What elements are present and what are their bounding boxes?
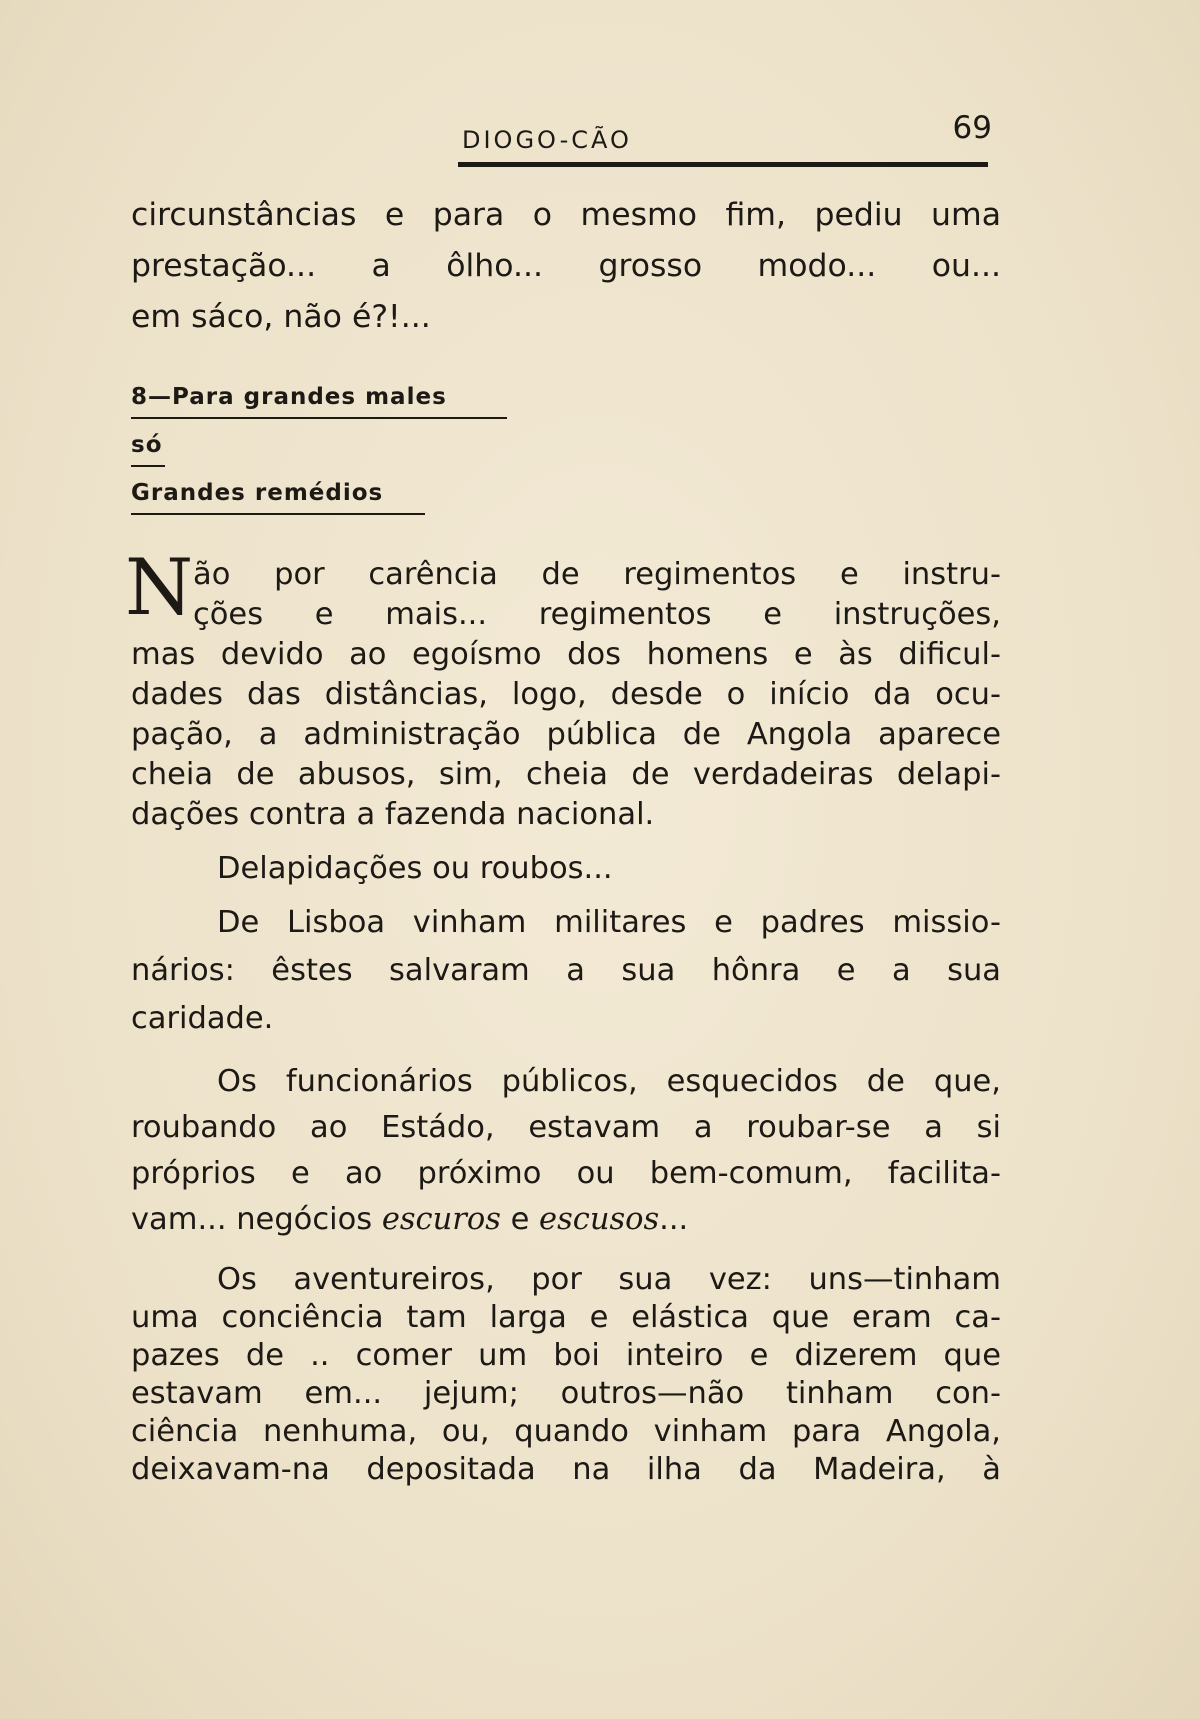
page-number: 69: [952, 110, 992, 146]
paragraph-aventureiros: [131, 1261, 1001, 1489]
italic-word: escuros: [381, 1202, 501, 1237]
text-line: pação, a administração pública de Angola aparece: [131, 717, 1001, 752]
text-line: em sáco, não é?!...: [131, 299, 431, 335]
text-line: ciência nenhuma, ou, quando vinham para Angola,: [131, 1414, 1001, 1449]
section-heading-line2: [131, 432, 163, 458]
text-line: próprios e ao próximo ou bem-comum, facilita-: [131, 1156, 1001, 1191]
text-line: estavam em... jejum; outros—não tinham con-: [131, 1376, 1001, 1411]
heading-text: Grandes remédios: [131, 480, 384, 506]
first-paragraph: [125, 543, 1001, 835]
text-line: deixavam-na depositada na ilha da Madeira, à: [131, 1452, 1001, 1487]
text-fragment: e: [500, 1202, 540, 1237]
text-fragment: ...: [659, 1202, 689, 1237]
running-title: DIOGO-CÃO: [462, 126, 632, 154]
text-line: Os aventureiros, por sua vez: uns—tinham: [217, 1262, 1001, 1297]
heading-underline: [131, 417, 507, 419]
text-line: Os funcionários públicos, esquecidos de que,: [217, 1064, 1001, 1099]
text-fragment: vam... negócios: [131, 1202, 382, 1237]
text-line: ão por carência de regimentos e instru-: [193, 557, 1001, 592]
text-line: nários: êstes salvaram a sua hônra e a sua: [131, 953, 1001, 988]
text-line: ções e mais... regimentos e instruções,: [193, 597, 1001, 632]
section-heading-line1: [131, 384, 447, 410]
text-line: pazes de .. comer um boi inteiro e dizerem que: [131, 1338, 1001, 1373]
paragraph-funcionarios: [131, 1059, 1001, 1243]
heading-underline: [131, 465, 165, 467]
heading-text: só: [131, 432, 163, 458]
heading-underline: [131, 513, 425, 515]
text-line: circunstâncias e para o mesmo fim, pediu uma: [131, 197, 1001, 233]
text-line: prestação... a ôlho... grosso modo... ou...: [131, 248, 1001, 284]
paragraph-delapidacoes: Delapidações ou roubos...: [217, 851, 613, 886]
text-line: De Lisboa vinham militares e padres missio-: [217, 905, 1001, 940]
text-line: dades das distâncias, logo, desde o início da ocu-: [131, 677, 1001, 712]
header-rule: [458, 162, 988, 167]
paragraph-lisboa: [131, 903, 1001, 1039]
italic-word: escusos: [539, 1202, 660, 1237]
text-line: dações contra a fazenda nacional.: [131, 797, 655, 832]
intro-paragraph: [131, 190, 1001, 343]
section-heading-line3: [131, 480, 383, 506]
text-line: uma conciência tam larga e elástica que eram ca-: [131, 1300, 1001, 1335]
text-line: cheia de abusos, sim, cheia de verdadeiras delapi-: [131, 757, 1001, 792]
text-line: [131, 1197, 1001, 1243]
page-header: [458, 112, 992, 172]
drop-cap: N: [125, 543, 194, 633]
text-line: mas devido ao egoísmo dos homens e às dificul-: [131, 637, 1001, 672]
heading-text: 8—Para grandes males: [131, 384, 447, 410]
body-text: [125, 543, 1001, 1489]
text-line: caridade.: [131, 1001, 274, 1036]
text-line: roubando ao Estádo, estavam a roubar-se a si: [131, 1110, 1001, 1145]
